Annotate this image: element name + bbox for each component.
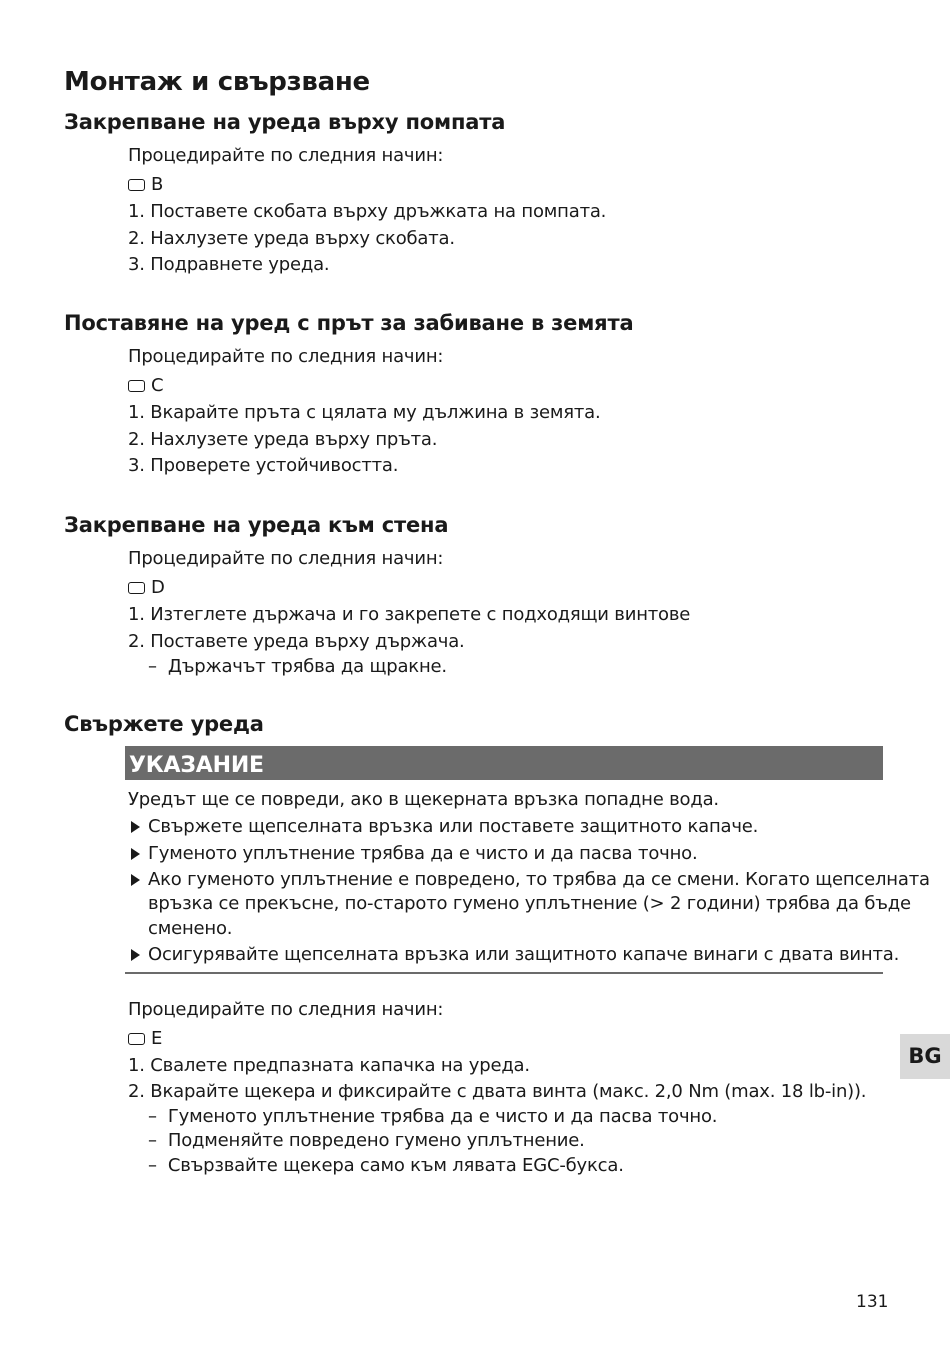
section-intro: Процедирайте по следния начин:: [128, 145, 444, 166]
bullet-arrow-icon: [131, 848, 140, 860]
note-label: УКАЗАНИЕ: [125, 746, 883, 780]
sub-item: [148, 1130, 585, 1151]
step-item: 1. Вкарайте пръта с цялата му дължина в земята.: [128, 402, 601, 423]
figure-icon: [128, 1033, 145, 1045]
section-intro: Процедирайте по следния начин:: [128, 346, 444, 367]
figure-label: E: [151, 1028, 163, 1049]
figure-reference: [128, 174, 163, 195]
dash-marker: –: [148, 656, 157, 677]
step-item: 3. Проверете устойчивостта.: [128, 455, 399, 476]
figure-icon: [128, 582, 145, 594]
note-bullet: Гуменото уплътнение трябва да е чисто и да пасва точно.: [148, 843, 698, 864]
figure-label: B: [151, 174, 164, 195]
section-heading: Закрепване на уреда върху помпата: [64, 110, 506, 134]
sub-item: [148, 1106, 717, 1127]
step-item: 1. Поставете скобата върху дръжката на помпата.: [128, 201, 607, 222]
sub-item-text: Държачът трябва да щракне.: [167, 656, 447, 677]
sub-item: [148, 1155, 624, 1176]
note-bullet: Ако гуменото уплътнение е повредено, то трябва да се смени. Когато щепселната: [148, 869, 930, 890]
figure-icon: [128, 179, 145, 191]
sub-item-text: Свързвайте щекера само към лявата EGC-букса.: [167, 1155, 624, 1176]
dash-marker: –: [148, 1106, 157, 1127]
bullet-arrow-icon: [131, 821, 140, 833]
section-intro: Процедирайте по следния начин:: [128, 999, 444, 1020]
step-item: 1. Свалете предпазната капачка на уреда.: [128, 1055, 530, 1076]
sub-item-text: Подменяйте повредено гумено уплътнение.: [167, 1130, 585, 1151]
section-intro: Процедирайте по следния начин:: [128, 548, 444, 569]
note-bullet-continued: сменено.: [148, 918, 233, 939]
language-tab: BG: [900, 1034, 950, 1079]
note-bullet: Осигурявайте щепселната връзка или защитното капаче винаги с двата винта.: [148, 944, 900, 965]
step-item: 2. Поставете уреда върху държача.: [128, 631, 465, 652]
section-heading: Поставяне на уред с прът за забиване в земята: [64, 311, 634, 335]
note-divider: [125, 972, 883, 974]
note-text: Уредът ще се повреди, ако в щекерната връзка попадне вода.: [128, 789, 719, 810]
page-title: Монтаж и свързване: [64, 67, 370, 97]
dash-marker: –: [148, 1155, 157, 1176]
dash-marker: –: [148, 1130, 157, 1151]
step-item: 1. Изтеглете държача и го закрепете с подходящи винтове: [128, 604, 691, 625]
note-bullet: Свържете щепселната връзка или поставете защитното капаче.: [148, 816, 759, 837]
figure-label: C: [151, 375, 164, 396]
figure-reference: [128, 577, 165, 598]
note-bullet-continued: връзка се прекъсне, по-старото гумено уплътнение (> 2 години) трябва да бъде: [148, 893, 911, 914]
step-item: 2. Вкарайте щекера и фиксирайте с двата винта (макс. 2,0 Nm (max. 18 lb-in)).: [128, 1081, 867, 1102]
bullet-arrow-icon: [131, 874, 140, 886]
page-number: 131: [856, 1292, 889, 1312]
bullet-arrow-icon: [131, 949, 140, 961]
step-item: 2. Нахлузете уреда върху скобата.: [128, 228, 455, 249]
figure-icon: [128, 380, 145, 392]
figure-label: D: [151, 577, 165, 598]
figure-reference: [128, 1028, 162, 1049]
section-heading: Закрепване на уреда към стена: [64, 513, 449, 537]
section-heading: Свържете уреда: [64, 712, 264, 736]
step-item: 2. Нахлузете уреда върху пръта.: [128, 429, 438, 450]
sub-item-text: Гуменото уплътнение трябва да е чисто и да пасва точно.: [167, 1106, 718, 1127]
figure-reference: [128, 375, 163, 396]
step-item: 3. Подравнете уреда.: [128, 254, 330, 275]
sub-item: [148, 656, 447, 677]
